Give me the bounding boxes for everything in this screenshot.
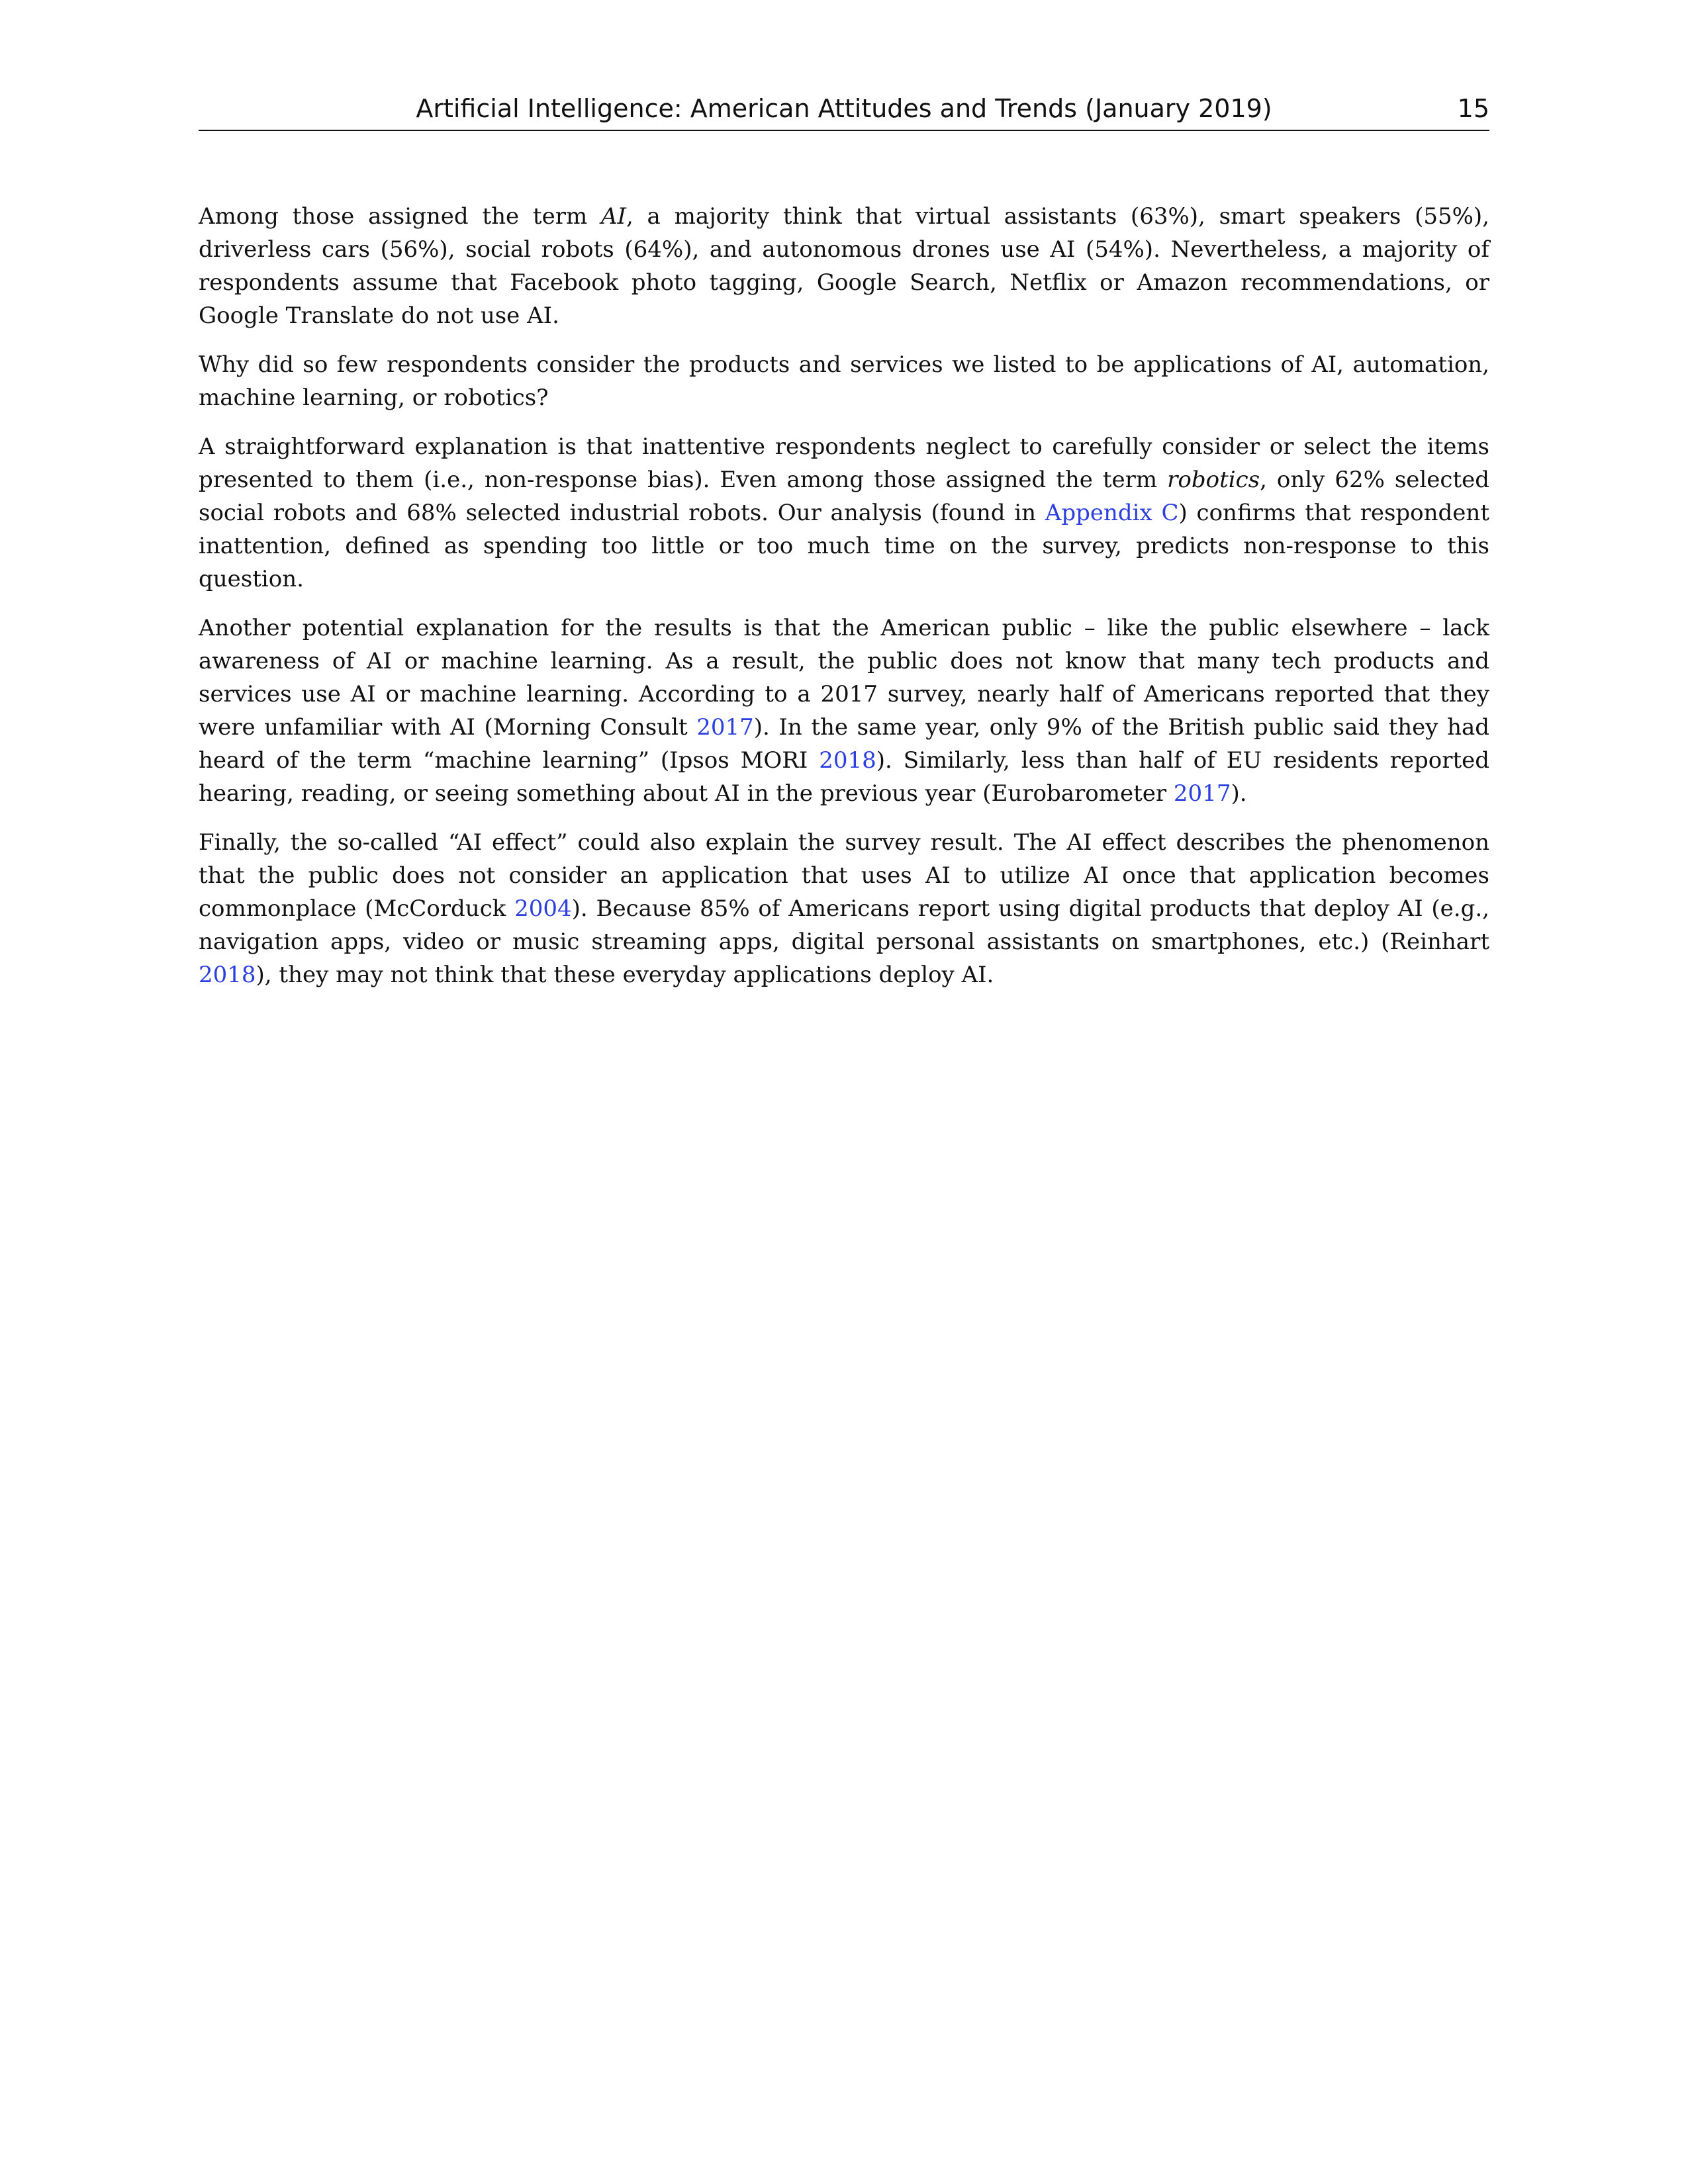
citation-link-morning-consult[interactable]: 2017 — [696, 714, 754, 741]
text-run: Another potential explanation for the results is that the American public – like the public elsewhere – lack awareness of AI or machine learning. As a result, the public does not know that many tech products and services use AI or machine learning. According to a 2017 survey, nearly half of Americans reported that they were unfamiliar with AI (Morning Consult — [199, 615, 1489, 741]
paragraph-inattention — [199, 430, 1489, 596]
text-run: ). Similarly, less than half of EU residents reported hearing, reading, or seeing something about AI in the previous year (Eurobarometer — [199, 747, 1489, 807]
text-run: , a majority think that virtual assistants (63%), smart speakers (55%), driverless cars (56%), social robots (64%), and autonomous drones use AI (54%). Nevertheless, a majority of respondents assume that Facebook photo tagging, Google Search, Netflix or Amazon recommendations, or Google Translate do not use AI. — [199, 203, 1489, 329]
paragraph-virtual-assistants — [199, 200, 1489, 332]
paragraph-question — [199, 348, 1489, 414]
text-run: Why did so few respondents consider the products and services we listed to be applications of AI, automation, machine learning, or robotics? — [199, 351, 1489, 411]
emphasized-term: robotics — [1167, 467, 1260, 493]
citation-link-eurobarometer[interactable]: 2017 — [1173, 780, 1231, 807]
paragraph-ai-effect — [199, 826, 1489, 991]
text-run: ). Because 85% of Americans report using digital products that deploy AI (e.g., navigation apps, video or music streaming apps, digital personal assistants on smartphones, etc.) (Reinhart — [199, 895, 1489, 955]
appendix-c-link[interactable]: Appendix C — [1045, 500, 1179, 526]
text-run: ), they may not think that these everyday applications deploy AI. — [256, 962, 994, 988]
text-run: ). In the same year, only 9% of the British public said they had heard of the term “machine learning” (Ipsos MORI — [199, 714, 1490, 774]
header-title: Artificial Intelligence: American Attitudes and Trends (January 2019) — [416, 94, 1272, 123]
text-run: , only 62% selected social robots and 68% selected industrial robots. Our analysis (found in — [199, 467, 1490, 526]
citation-link-reinhart[interactable]: 2018 — [199, 962, 256, 988]
emphasized-term: AI — [600, 203, 626, 230]
text-run: Among those assigned the term — [199, 203, 601, 230]
text-run: ) confirms that respondent inattention, defined as spending too little or too much time on the survey, predicts non-response to this question. — [199, 500, 1489, 592]
citation-link-ipsos-mori[interactable]: 2018 — [819, 747, 876, 774]
citation-link-mccorduck[interactable]: 2004 — [514, 895, 572, 922]
text-run: Finally, the so-called “AI effect” could also explain the survey result. The AI effect describes the phenomenon that the public does not consider an application that uses AI to utilize AI once that application becomes commonplace (McCorduck — [199, 829, 1489, 922]
text-run: A straightforward explanation is that inattentive respondents neglect to carefully consider or select the items presented to them (i.e., non-response bias). Even among those assigned the term — [199, 433, 1489, 493]
text-run: ). — [1231, 780, 1247, 807]
running-header — [199, 93, 1489, 131]
body-text — [199, 200, 1489, 1007]
page-number: 15 — [1457, 94, 1489, 123]
paragraph-awareness — [199, 612, 1489, 810]
